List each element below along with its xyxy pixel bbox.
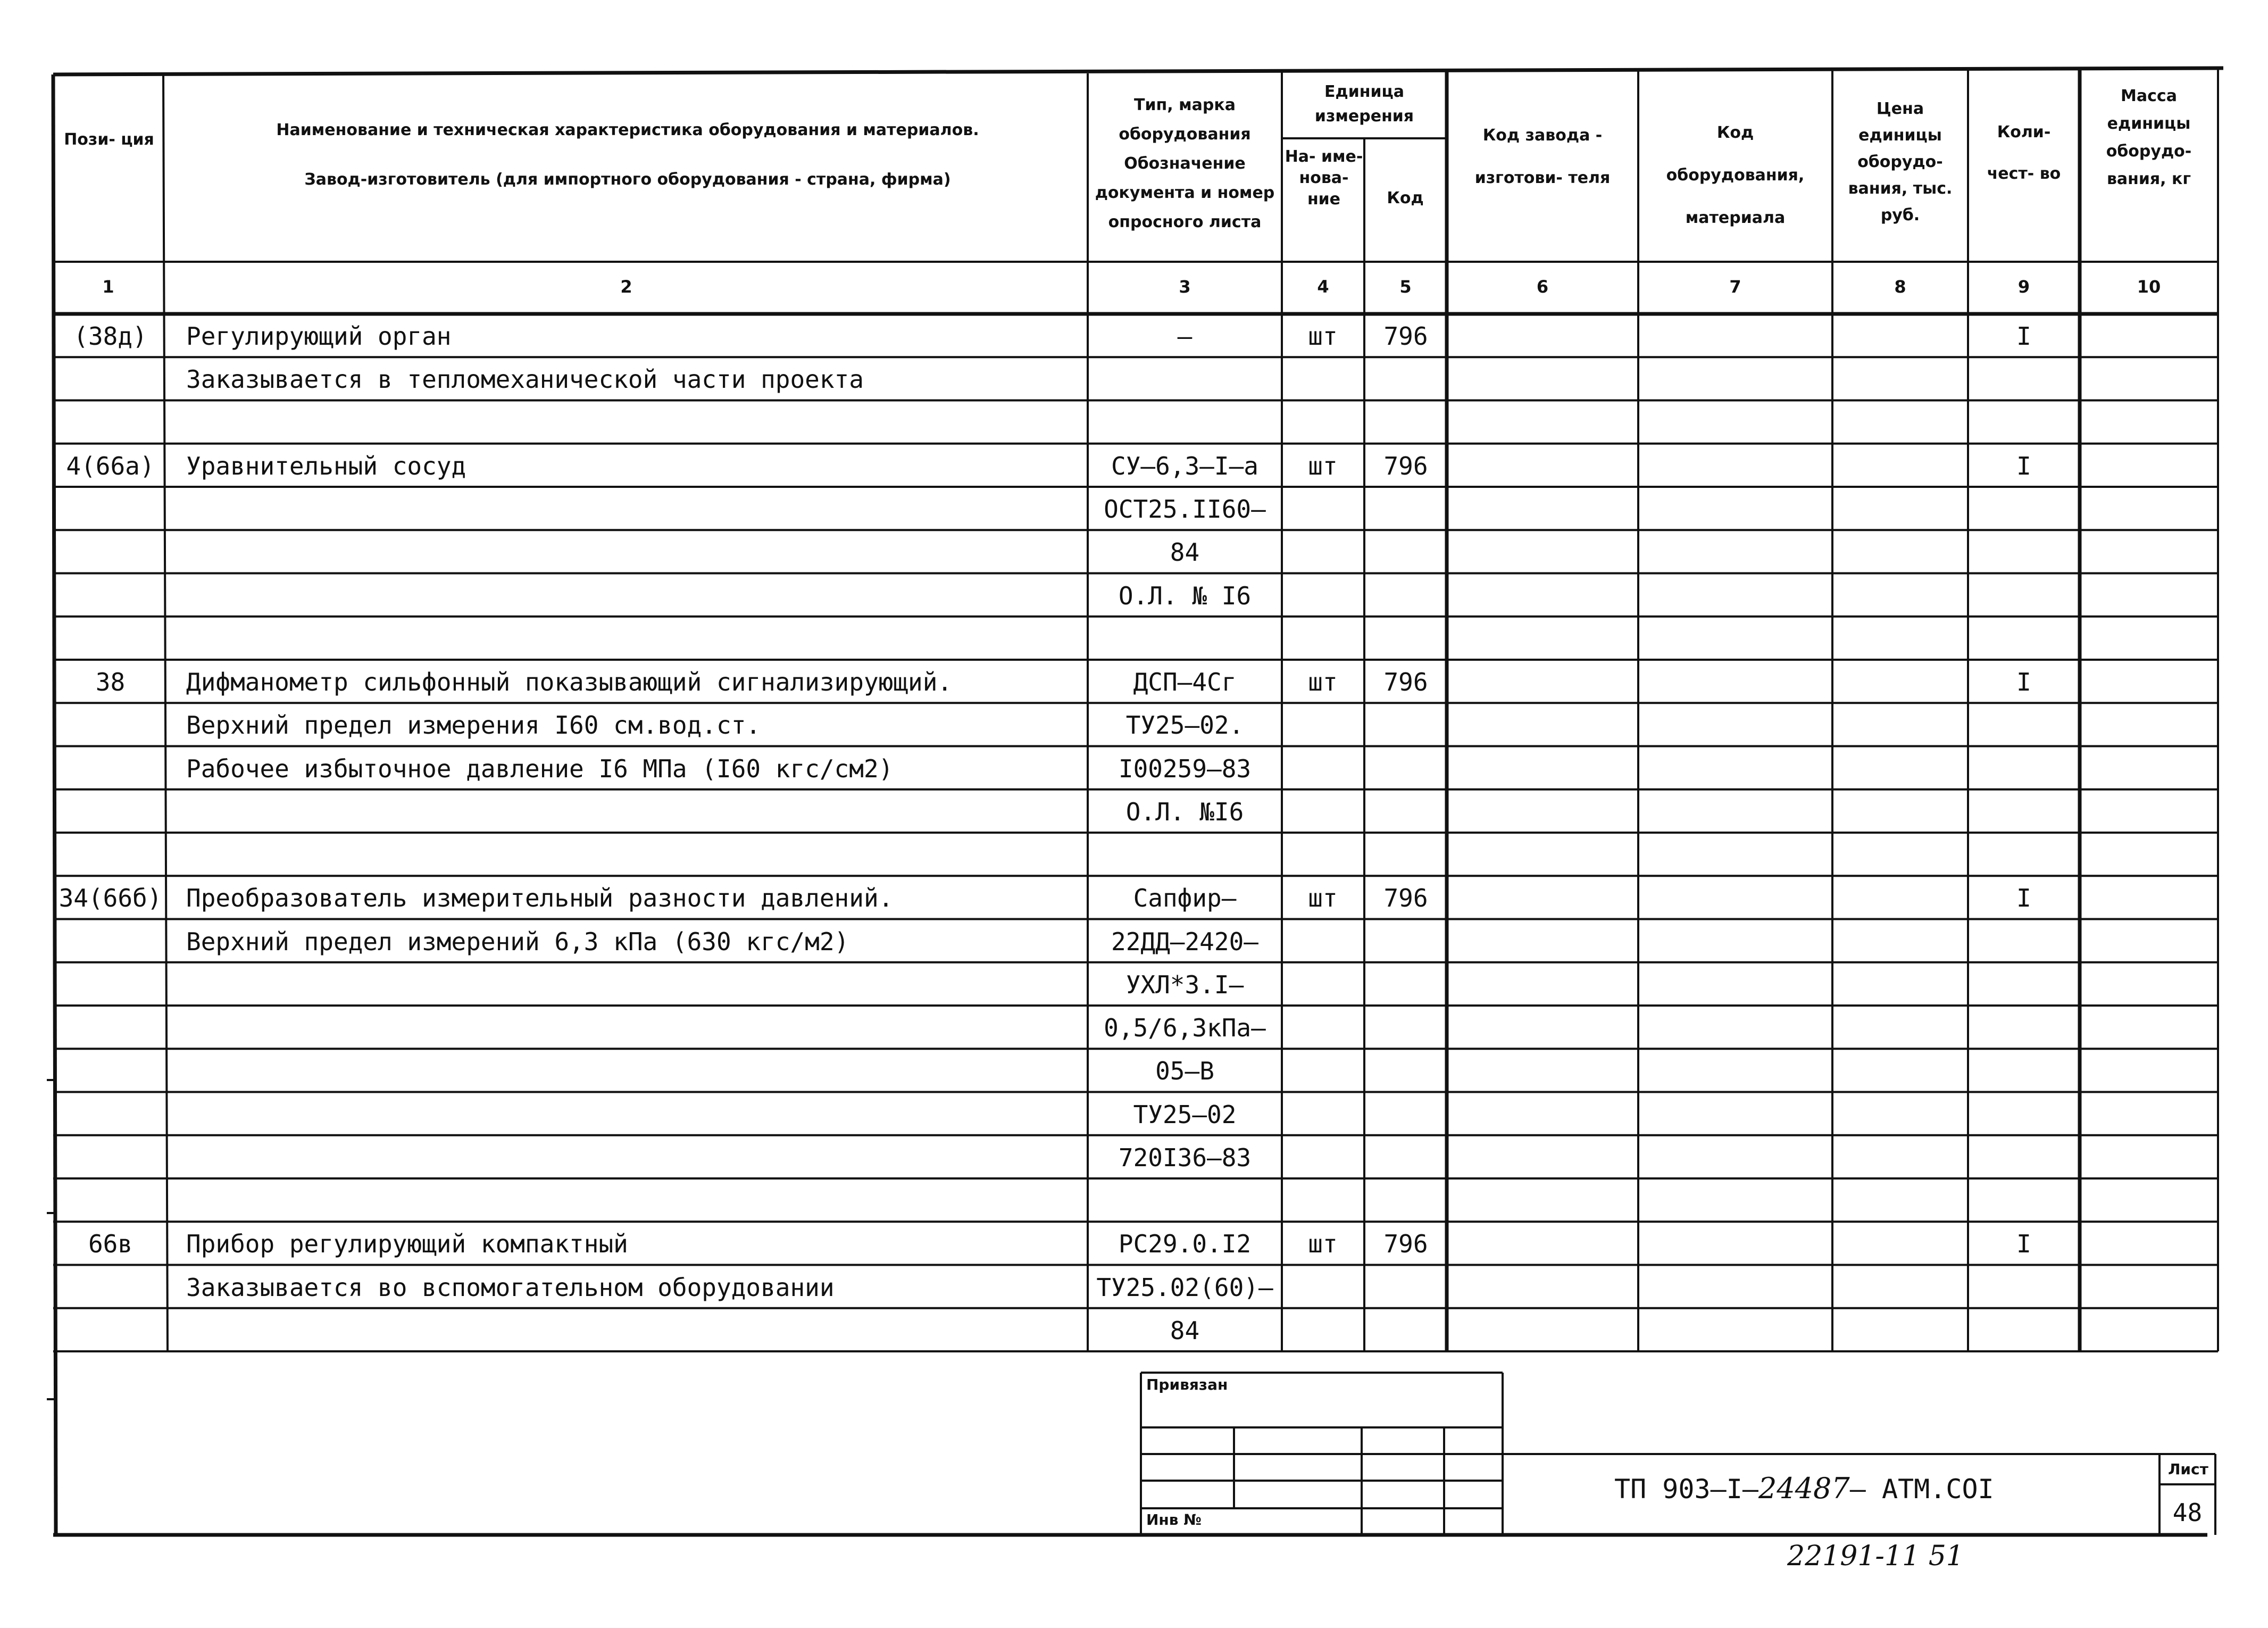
- cell-unit: шт: [1308, 1230, 1338, 1259]
- header-position: Пози- ция: [64, 130, 154, 149]
- cell-type: О.Л. № I6: [1118, 581, 1252, 610]
- cell-unit: шт: [1308, 451, 1338, 480]
- cell-code: 796: [1383, 322, 1428, 351]
- header-mass: Масса единицы оборудо- вания, кг: [2106, 87, 2192, 188]
- header-price: Цена единицы оборудо- вания, тыс. руб.: [1848, 99, 1953, 225]
- cell-type: ОСТ25.II60–: [1104, 495, 1266, 524]
- cell-type: УХЛ*3.I–: [1125, 970, 1244, 999]
- header-manufacturer: Завод-изготовитель (для импортного оборудования - страна, фирма): [304, 170, 951, 189]
- header-quantity: Коли- чест- во: [1987, 123, 2061, 183]
- cell-name: Верхний предел измерения I60 см.вод.ст.: [186, 711, 761, 740]
- cell-type: РС29.0.I2: [1118, 1230, 1252, 1259]
- cell-type: ТУ25–02: [1133, 1100, 1237, 1129]
- cell-type: ДСП–4Сг: [1133, 668, 1237, 696]
- header-type: Тип, марка оборудования Обозначение документа и номер опросного листа: [1095, 96, 1275, 231]
- col-number-2: 2: [620, 277, 632, 297]
- cell-type: 0,5/6,3кПа–: [1104, 1014, 1266, 1042]
- cell-name: Прибор регулирующий компактный: [186, 1230, 628, 1259]
- cell-type: 84: [1170, 1316, 1200, 1345]
- header-unit: Единица измерения: [1314, 82, 1414, 126]
- cell-code: 796: [1383, 668, 1428, 696]
- col-number-3: 3: [1179, 277, 1191, 297]
- cell-type: –: [1177, 322, 1193, 351]
- cell-name: Верхний предел измерений 6,3 кПа (630 кгс/м2): [186, 927, 849, 956]
- cell-pos: (38д): [73, 322, 147, 351]
- cell-unit: шт: [1308, 884, 1338, 913]
- cell-type: 720I36–83: [1118, 1143, 1252, 1172]
- document-prefix: ТП 903–I–: [1614, 1474, 1758, 1505]
- cell-name: Рабочее избыточное давление I6 МПа (I60 кгс/см2): [186, 754, 894, 783]
- sheet-label: Лист: [2168, 1460, 2208, 1478]
- header-manufacturer-code: Код завода - изготови- теля: [1474, 126, 1611, 187]
- document-code: [1614, 1474, 1994, 1504]
- cell-type: I00259–83: [1118, 754, 1252, 783]
- cell-type: 05–В: [1155, 1057, 1214, 1086]
- sheet-number: 48: [2172, 1498, 2203, 1527]
- cell-qty: I: [2016, 1230, 2031, 1259]
- document-number: 24487: [1758, 1472, 1850, 1505]
- cell-name: Уравнительный сосуд: [186, 451, 466, 480]
- cell-pos: 4(66а): [66, 451, 155, 480]
- stamp-inv: Инв №: [1146, 1511, 1202, 1529]
- cell-type: 84: [1170, 538, 1200, 567]
- cell-unit: шт: [1308, 322, 1338, 351]
- document-suffix: – АТМ.СОI: [1849, 1474, 1994, 1505]
- col-number-6: 6: [1536, 277, 1549, 297]
- cell-qty: I: [2016, 668, 2031, 696]
- cell-name: Дифманометр сильфонный показывающий сигнализирующий.: [186, 668, 953, 696]
- cell-name: Заказывается во вспомогательном оборудовании: [186, 1273, 835, 1302]
- cell-type: 22ДД–2420–: [1111, 927, 1258, 956]
- col-number-5: 5: [1399, 277, 1412, 297]
- col-number-4: 4: [1317, 277, 1329, 297]
- header-unit-code: Код: [1387, 189, 1424, 207]
- cell-type: СУ–6,3–I–а: [1111, 451, 1258, 480]
- cell-qty: I: [2016, 884, 2031, 913]
- footer-note: 22191-11 51: [1787, 1540, 1964, 1572]
- cell-type: Сапфир–: [1133, 884, 1237, 913]
- cell-qty: I: [2016, 322, 2031, 351]
- cell-code: 796: [1383, 451, 1428, 480]
- header-equipment-code: Код оборудования, материала: [1666, 123, 1805, 227]
- cell-qty: I: [2016, 451, 2031, 480]
- col-number-10: 10: [2137, 277, 2161, 297]
- cell-unit: шт: [1308, 668, 1338, 696]
- cell-name: Заказывается в тепломеханической части проекта: [186, 365, 864, 394]
- cell-type: О.Л. №I6: [1125, 797, 1244, 826]
- col-number-7: 7: [1729, 277, 1741, 297]
- stamp-privyazan: Привязан: [1146, 1376, 1228, 1393]
- col-number-1: 1: [102, 277, 114, 297]
- cell-pos: 34(66б): [59, 884, 162, 913]
- col-number-8: 8: [1894, 277, 1906, 297]
- cell-code: 796: [1383, 1230, 1428, 1259]
- cell-name: Преобразователь измерительный разности давлений.: [186, 884, 894, 913]
- header-name: Наименование и техническая характеристика оборудования и материалов.: [276, 121, 979, 139]
- cell-pos: 38: [95, 668, 126, 696]
- col-number-9: 9: [2017, 277, 2030, 297]
- cell-type: ТУ25–02.: [1125, 711, 1244, 740]
- cell-pos: 66в: [88, 1230, 133, 1259]
- cell-code: 796: [1383, 884, 1428, 913]
- header-unit-name: На- име- нова- ние: [1285, 147, 1363, 209]
- cell-type: ТУ25.02(60)–: [1096, 1273, 1273, 1302]
- cell-name: Регулирующий орган: [186, 322, 452, 351]
